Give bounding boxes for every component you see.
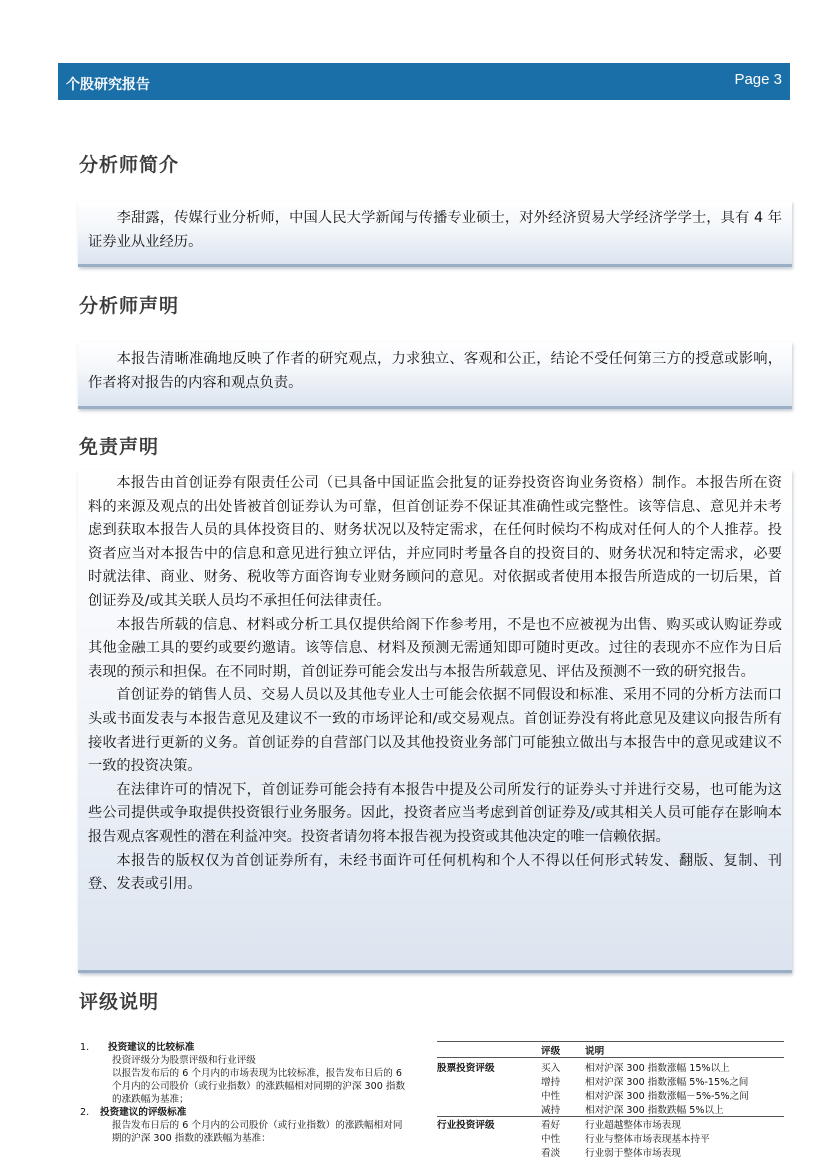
rating-desc: 行业超越整体市场表现 [585,1117,784,1132]
table-row [437,1145,784,1159]
criteria-number: 1. [80,1042,90,1053]
report-type-title: 个股研究报告 [66,77,150,93]
rating-desc: 相对沪深 300 指数涨幅－5%-5%之间 [585,1091,749,1102]
rating-desc: 行业弱于整体市场表现 [585,1148,681,1159]
table-header-cell: 说明 [585,1042,784,1058]
disclaimer-paragraph: 本报告所载的信息、材料或分析工具仅提供给阁下作参考用，不是也不应被视为出售、购买或认购证券或其他金融工具的要约或要约邀请。该等信息、材料及预测无需通知即可随时更改。过往的表现亦不应作为日后表现的预示和担保。在不同时期，首创证券可能会发出与本报告所载意见、评估及预测不一致的研究报告。 [88,616,782,680]
rating-level: 减持 [541,1105,561,1116]
table-row [437,1074,784,1088]
table-header-cell [437,1042,541,1058]
rating-level: 看淡 [541,1148,561,1159]
disclaimer-paragraph: 本报告由首创证券有限责任公司（已具备中国证监会批复的证券投资咨询业务资格）制作。本报告所在资料的来源及观点的出处皆被首创证券认为可靠，但首创证券不保证其准确性或完整性。该等信息、意见并未考虑到获取本报告人员的具体投资目的、财务状况以及特定需求，在任何时候均不构成对任何人的个人推荐。投资者应当对本报告中的信息和意见进行独立评估，并应同时考量各自的投资目的、财务状况和特定需求，必要时就法律、商业、财务、税收等方面咨询专业财务顾问的意见。对依据或者使用本报告所造成的一切后果，首创证券及/或其关联人员均不承担任何法律责任。 [88,475,782,609]
rating-level: 看好 [541,1117,585,1132]
disclaimer-box [78,470,792,973]
rating-level: 增持 [541,1077,561,1088]
disclaimer-section-title: 免责声明 [79,436,160,458]
table-row [437,1131,784,1145]
table-row [437,1058,784,1075]
statement-paragraph: 本报告清晰准确地反映了作者的研究观点，力求独立、客观和公正，结论不受任何第三方的授意或影响，作者将对报告的内容和观点负责。 [88,351,782,391]
rating-criteria-item [80,1041,410,1106]
rating-desc: 行业与整体市场表现基本持平 [585,1134,710,1145]
criteria-line: 以报告发布后的 6 个月内的市场表现为比较标准，报告发布日后的 6 个月内的公司股价（或行业指数）的涨跌幅相对同期的沪深 300 指数的涨跌幅为基准； [112,1068,406,1105]
page-header [58,63,790,100]
rating-desc: 相对沪深 300 指数涨幅 15%以上 [585,1063,730,1074]
statement-box [78,342,792,409]
rating-desc: 相对沪深 300 指数跌幅 5%以上 [585,1105,724,1116]
table-row [437,1088,784,1102]
table-row [437,1102,784,1117]
rating-section-title: 评级说明 [79,991,160,1013]
rating-table-header [437,1042,784,1058]
criteria-line: 投资评级分为股票评级和行业评级 [112,1055,256,1066]
page-number: Page 3 [734,71,782,88]
table-row [437,1117,784,1132]
statement-section-title: 分析师声明 [79,295,180,317]
criteria-line: 报告发布日后的 6 个月内的公司股价（或行业指数）的涨跌幅相对同期的沪深 300 指数的涨跌幅为基准： [112,1120,403,1144]
rating-criteria-item [80,1106,410,1145]
disclaimer-paragraph: 首创证券的销售人员、交易人员以及其他专业人士可能会依据不同假设和标准、采用不同的分析方法而口头或书面发表与本报告意见及建议不一致的市场评论和/或交易观点。首创证券没有将此意见及建议向报告所有接收者进行更新的义务。首创证券的自营部门以及其他投资业务部门可能独立做出与本报告中的意见或建议不一致的投资决策。 [88,687,782,775]
rating-level: 中性 [541,1134,561,1145]
analyst-section-title: 分析师简介 [79,154,180,176]
table-header-cell: 评级 [541,1042,585,1058]
disclaimer-paragraph: 在法律许可的情况下，首创证券可能会持有本报告中提及公司所发行的证券头寸并进行交易，也可能为这些公司提供或争取提供投资银行业务服务。因此，投资者应当考虑到首创证券及/或其相关人员可能存在影响本报告观点客观性的潜在利益冲突。投资者请勿将本报告视为投资或其他决定的唯一信赖依据。 [88,781,782,845]
criteria-number: 2. [80,1107,90,1118]
criteria-heading: 投资建议的比较标准 [108,1042,195,1053]
rating-group-name: 行业投资评级 [437,1117,541,1132]
rating-criteria [80,1041,410,1145]
rating-desc: 相对沪深 300 指数涨幅 5%-15%之间 [585,1077,749,1088]
rating-table [437,1041,784,1159]
disclaimer-paragraph: 本报告的版权仅为首创证券所有，未经书面许可任何机构和个人不得以任何形式转发、翻版、复制、刊登、发表或引用。 [88,852,782,893]
criteria-heading: 投资建议的评级标准 [100,1107,187,1118]
rating-level: 买入 [541,1063,561,1074]
analyst-box [78,201,792,267]
rating-level: 中性 [541,1091,561,1102]
rating-group-name: 股票投资评级 [437,1063,495,1074]
analyst-paragraph: 李甜露，传媒行业分析师，中国人民大学新闻与传播专业硕士，对外经济贸易大学经济学学士，具有 4 年证券业从业经历。 [88,210,782,250]
